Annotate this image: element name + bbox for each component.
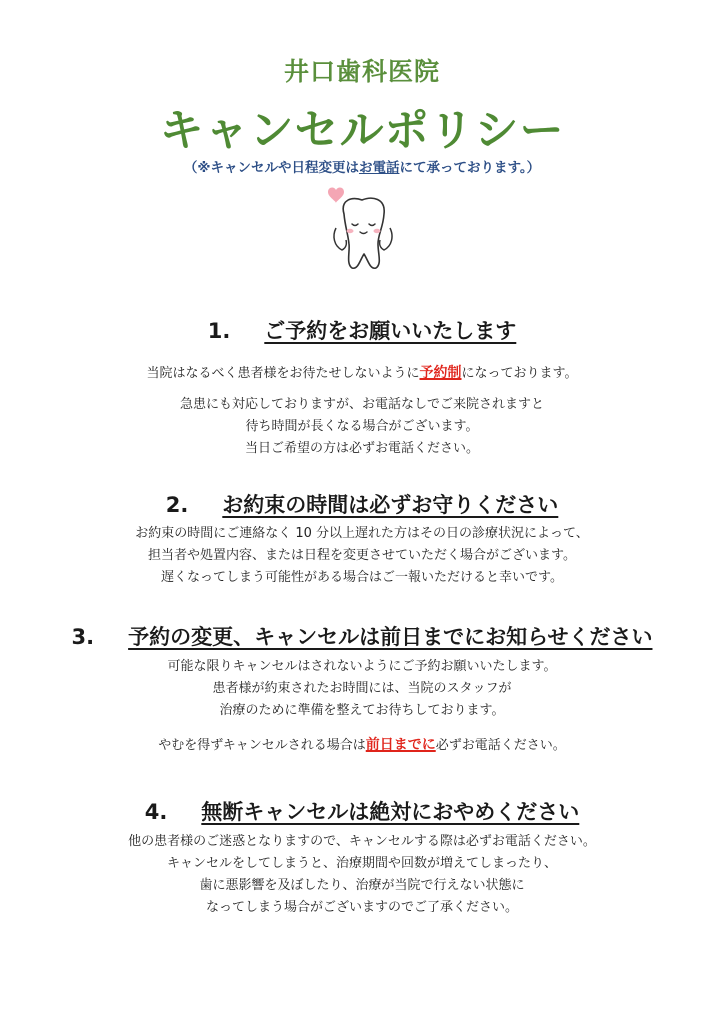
- section-2-line: お約束の時間にご連絡なく 10 分以上遅れた方はその日の診療状況によって、: [135, 526, 589, 541]
- section-2-number: 2.: [165, 493, 189, 517]
- section-3-note-before: やむを得ずキャンセルされる場合は: [158, 738, 366, 753]
- day-before-highlight: 前日までに: [365, 737, 436, 753]
- section-1-number: 1.: [207, 319, 231, 343]
- section-1-heading: [0, 315, 724, 345]
- subtitle-note: [0, 156, 724, 176]
- section-4-line: なってしまう場合がございますのでご了承ください。: [205, 900, 518, 915]
- heart-icon: [328, 188, 344, 203]
- section-2-body: [0, 523, 724, 589]
- section-1-intro-before: 当院はなるべく患者様をお待たせしないように: [146, 366, 420, 381]
- section-3-line: 可能な限りキャンセルはされないようにご予約お願いいたします。: [167, 659, 557, 674]
- subtitle-before: （※キャンセルや日程変更は: [183, 160, 359, 176]
- section-4-line: キャンセルをしてしまうと、治療期間や回数が増えてしまったり、: [166, 856, 557, 871]
- section-1-intro: [0, 362, 724, 385]
- page-title: キャンセルポリシー: [159, 105, 565, 156]
- section-1-line: 待ち時間が長くなる場合がございます。: [245, 419, 479, 434]
- section-1-body: [0, 394, 724, 460]
- section-3-note: [0, 734, 724, 757]
- subtitle-after: にて承っております。）: [399, 160, 541, 176]
- section-4-line: 歯に悪影響を及ぼしたり、治療が当院で行えない状態に: [199, 878, 525, 893]
- clinic-name: 井口歯科医院: [283, 57, 440, 86]
- reservation-highlight: 予約制: [419, 365, 462, 381]
- section-3-body: [0, 656, 724, 722]
- section-4-body: [0, 831, 724, 919]
- section-4-number: 4.: [144, 800, 168, 824]
- section-3-number: 3.: [71, 625, 95, 649]
- section-2-line: 担当者や処置内容、または日程を変更させていただく場合がございます。: [148, 548, 576, 563]
- subtitle-phone: お電話: [358, 160, 400, 176]
- section-3-heading: [0, 621, 724, 651]
- section-4-line: 他の患者様のご迷惑となりますので、キャンセルする際は必ずお電話ください。: [128, 834, 596, 849]
- section-1-intro-after: になっております。: [461, 366, 578, 381]
- section-1-title: ご予約をお願いいたします: [264, 319, 517, 343]
- section-1-line: 急患にも対応しておりますが、お電話なしでご来院されますと: [179, 397, 544, 412]
- section-4-heading: [0, 796, 724, 826]
- section-2-title: お約束の時間は必ずお守りください: [222, 493, 559, 517]
- section-3-line: 治療のために準備を整えてお待ちしております。: [219, 703, 505, 718]
- section-3-note-after: 必ずお電話ください。: [435, 738, 566, 753]
- tooth-mascot-icon: [322, 184, 404, 276]
- section-2-line: 遅くなってしまう可能性がある場合はご一報いただけると幸いです。: [161, 570, 563, 585]
- section-3-title: 予約の変更、キャンセルは前日までにお知らせください: [128, 625, 653, 649]
- section-2-heading: [0, 489, 724, 519]
- section-3-line: 患者様が約束されたお時間には、当院のスタッフが: [212, 681, 512, 696]
- section-4-title: 無断キャンセルは絶対におやめください: [201, 800, 580, 824]
- section-1-line: 当日ご希望の方は必ずお電話ください。: [244, 441, 479, 456]
